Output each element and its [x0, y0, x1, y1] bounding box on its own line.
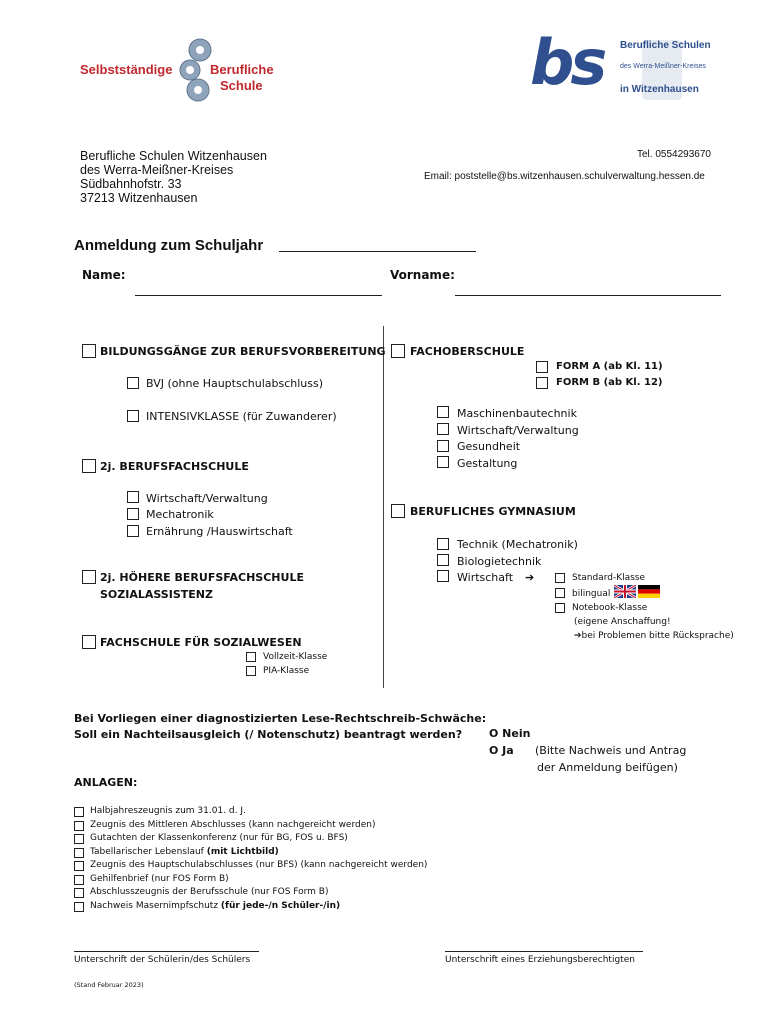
- label-bilingual: bilingual: [572, 589, 611, 599]
- label-fos-wirtschaft: Wirtschaft/Verwaltung: [457, 424, 579, 437]
- anlage-label: Zeugnis des Mittleren Abschlusses (kann nachgereicht werden): [90, 819, 376, 830]
- student-signature-line[interactable]: [74, 951, 259, 952]
- email: Email: poststelle@bs.witzenhausen.schulverwaltung.hessen.de: [424, 171, 705, 182]
- label-berufliches-gymnasium: BERUFLICHES GYMNASIUM: [410, 505, 576, 518]
- logo-line2: des Werra-Meißner-Kreises: [620, 63, 706, 70]
- label-fachoberschule: FACHOBERSCHULE: [410, 345, 525, 358]
- checkbox-bg-technik[interactable]: [437, 538, 449, 550]
- checkbox-hoehere-berufsfachschule[interactable]: [82, 570, 96, 584]
- lrs-question-2: Soll ein Nachteilsausgleich (/ Notenschutz) beantragt werden?: [74, 728, 463, 741]
- checkbox-fachoberschule[interactable]: [391, 344, 405, 358]
- checkbox-anlage[interactable]: [74, 834, 84, 844]
- anlage-label: [90, 847, 279, 857]
- checkbox-anlage[interactable]: [74, 807, 84, 817]
- column-divider: [383, 326, 384, 688]
- checkbox-bg-wirtschaft[interactable]: [437, 570, 449, 582]
- label-form-b: FORM B (ab Kl. 12): [556, 377, 663, 388]
- logo-line3: in Witzenhausen: [620, 84, 699, 95]
- label-bg-wirtschaft: Wirtschaft: [457, 571, 514, 584]
- checkbox-vollzeit[interactable]: [246, 652, 256, 662]
- uk-flag-icon: [614, 585, 636, 598]
- logo-text-selbststaendige: Selbstständige: [80, 62, 173, 77]
- german-flag-icon: [638, 585, 660, 598]
- label-intensivklasse: INTENSIVKLASSE (für Zuwanderer): [146, 410, 337, 423]
- checkbox-fos-wirtschaft[interactable]: [437, 423, 449, 435]
- anlage-text: Nachweis Masernimpfschutz: [90, 900, 221, 911]
- name-label: Name:: [82, 268, 126, 282]
- arrow-right-icon: ➔: [525, 572, 535, 584]
- label-pia: PIA-Klasse: [263, 666, 310, 676]
- notebook-note: (eigene Anschaffung!: [574, 617, 671, 627]
- guardian-signature-label: Unterschrift eines Erziehungsberechtigten: [445, 955, 635, 965]
- logo-bs-mark: bs: [530, 26, 604, 99]
- checkbox-form-b[interactable]: [536, 377, 548, 389]
- anlage-label: Zeugnis des Hauptschulabschlusses (nur BFS) (kann nachgereicht werden): [90, 860, 428, 870]
- checkbox-anlage[interactable]: [74, 875, 84, 885]
- checkbox-form-a[interactable]: [536, 361, 548, 373]
- checkbox-notebook-klasse[interactable]: [555, 603, 565, 613]
- lrs-hint-2: der Anmeldung beifügen): [537, 761, 678, 774]
- label-berufsvorbereitung: BILDUNGSGÄNGE ZUR BERUFSVORBEREITUNG: [100, 345, 386, 358]
- address-line2: des Werra-Meißner-Kreises: [80, 163, 234, 177]
- anlage-bold-text: (mit Lichtbild): [206, 846, 279, 857]
- checkbox-maschinenbau[interactable]: [437, 406, 449, 418]
- label-sozialassistenz: SOZIALASSISTENZ: [100, 588, 213, 601]
- label-gesundheit: Gesundheit: [457, 440, 521, 453]
- notebook-note-2: ➔bei Problemen bitte Rücksprache): [574, 631, 734, 641]
- checkbox-intensivklasse[interactable]: [127, 410, 139, 422]
- anlage-label: Gehilfenbrief (nur FOS Form B): [90, 873, 229, 884]
- school-address: [80, 149, 267, 205]
- lrs-hint-1: (Bitte Nachweis und Antrag: [535, 744, 687, 757]
- right-logo: [530, 26, 720, 108]
- anlagen-title: ANLAGEN:: [74, 776, 138, 789]
- checkbox-anlage[interactable]: [74, 848, 84, 858]
- lrs-question-1: Bei Vorliegen einer diagnostizierten Lese-Rechtschreib-Schwäche:: [74, 712, 487, 725]
- anlage-text: Tabellarischer Lebenslauf: [90, 846, 207, 857]
- footer-date: (Stand Februar 2023): [74, 981, 144, 989]
- telephone: Tel. 0554293670: [637, 149, 711, 160]
- page-title: Anmeldung zum Schuljahr: [74, 237, 264, 254]
- logo-text-schule: Schule: [220, 78, 263, 93]
- anlage-label: Halbjahreszeugnis zum 31.01. d. J.: [90, 806, 246, 816]
- anlage-label: Gutachten der Klassenkonferenz (nur für BG, FOS u. BFS): [90, 833, 348, 843]
- vorname-field[interactable]: [455, 295, 721, 296]
- checkbox-berufliches-gymnasium[interactable]: [391, 504, 405, 518]
- guardian-signature-line[interactable]: [445, 951, 643, 952]
- label-berufsfachschule: 2j. BERUFSFACHSCHULE: [100, 460, 249, 473]
- label-bfs-ernaehrung: Ernährung /Hauswirtschaft: [146, 525, 293, 538]
- address-line3: Südbahnhofstr. 33: [80, 177, 182, 191]
- checkbox-gesundheit[interactable]: [437, 440, 449, 452]
- checkbox-bilingual[interactable]: [555, 588, 565, 598]
- checkbox-anlage[interactable]: [74, 888, 84, 898]
- anlage-bold-text: (für jede-/n Schüler-/in): [220, 900, 341, 911]
- label-hoehere-bfs: 2j. HÖHERE BERUFSFACHSCHULE: [100, 571, 304, 584]
- label-fachschule-sozialwesen: FACHSCHULE FÜR SOZIALWESEN: [100, 636, 302, 649]
- address-line1: Berufliche Schulen Witzenhausen: [80, 149, 267, 163]
- left-logo: [80, 36, 274, 106]
- checkbox-fachschule-sozialwesen[interactable]: [82, 635, 96, 649]
- address-line4: 37213 Witzenhausen: [80, 191, 198, 205]
- checkbox-bvj[interactable]: [127, 377, 139, 389]
- radio-ja[interactable]: O Ja: [489, 744, 514, 757]
- logo-line1: Berufliche Schulen: [620, 40, 711, 51]
- checkbox-anlage[interactable]: [74, 861, 84, 871]
- label-gestaltung: Gestaltung: [457, 457, 518, 470]
- label-standard-klasse: Standard-Klasse: [572, 573, 646, 583]
- checkbox-bfs-wirtschaft[interactable]: [127, 491, 139, 503]
- checkbox-standard-klasse[interactable]: [555, 573, 565, 583]
- label-bg-technik: Technik (Mechatronik): [457, 538, 578, 551]
- label-form-a: FORM A (ab Kl. 11): [556, 361, 663, 372]
- checkbox-bfs-ernaehrung[interactable]: [127, 525, 139, 537]
- radio-nein[interactable]: O Nein: [489, 727, 531, 740]
- student-signature-label: Unterschrift der Schülerin/des Schülers: [74, 955, 251, 965]
- schuljahr-field[interactable]: [279, 251, 476, 252]
- checkbox-anlage[interactable]: [74, 821, 84, 831]
- logo-text-berufliche: Berufliche: [210, 62, 274, 77]
- checkbox-anlage[interactable]: [74, 902, 84, 912]
- vorname-label: Vorname:: [390, 268, 455, 282]
- label-bg-biologietechnik: Biologietechnik: [457, 555, 542, 568]
- checkbox-gestaltung[interactable]: [437, 456, 449, 468]
- checkbox-bg-biologietechnik[interactable]: [437, 554, 449, 566]
- label-bfs-wirtschaft: Wirtschaft/Verwaltung: [146, 492, 268, 505]
- checkbox-berufsfachschule[interactable]: [82, 459, 96, 473]
- label-vollzeit: Vollzeit-Klasse: [263, 652, 328, 662]
- anlage-label: Abschlusszeugnis der Berufsschule (nur FOS Form B): [90, 887, 329, 897]
- label-maschinenbau: Maschinenbautechnik: [457, 407, 577, 420]
- anlage-label: [90, 901, 340, 911]
- checkbox-pia[interactable]: [246, 666, 256, 676]
- name-field[interactable]: [135, 295, 382, 296]
- checkbox-berufsvorbereitung[interactable]: [82, 344, 96, 358]
- label-bvj: BVJ (ohne Hauptschulabschluss): [146, 377, 324, 390]
- checkbox-bfs-mechatronik[interactable]: [127, 508, 139, 520]
- label-bfs-mechatronik: Mechatronik: [146, 508, 214, 521]
- label-notebook-klasse: Notebook-Klasse: [572, 603, 648, 613]
